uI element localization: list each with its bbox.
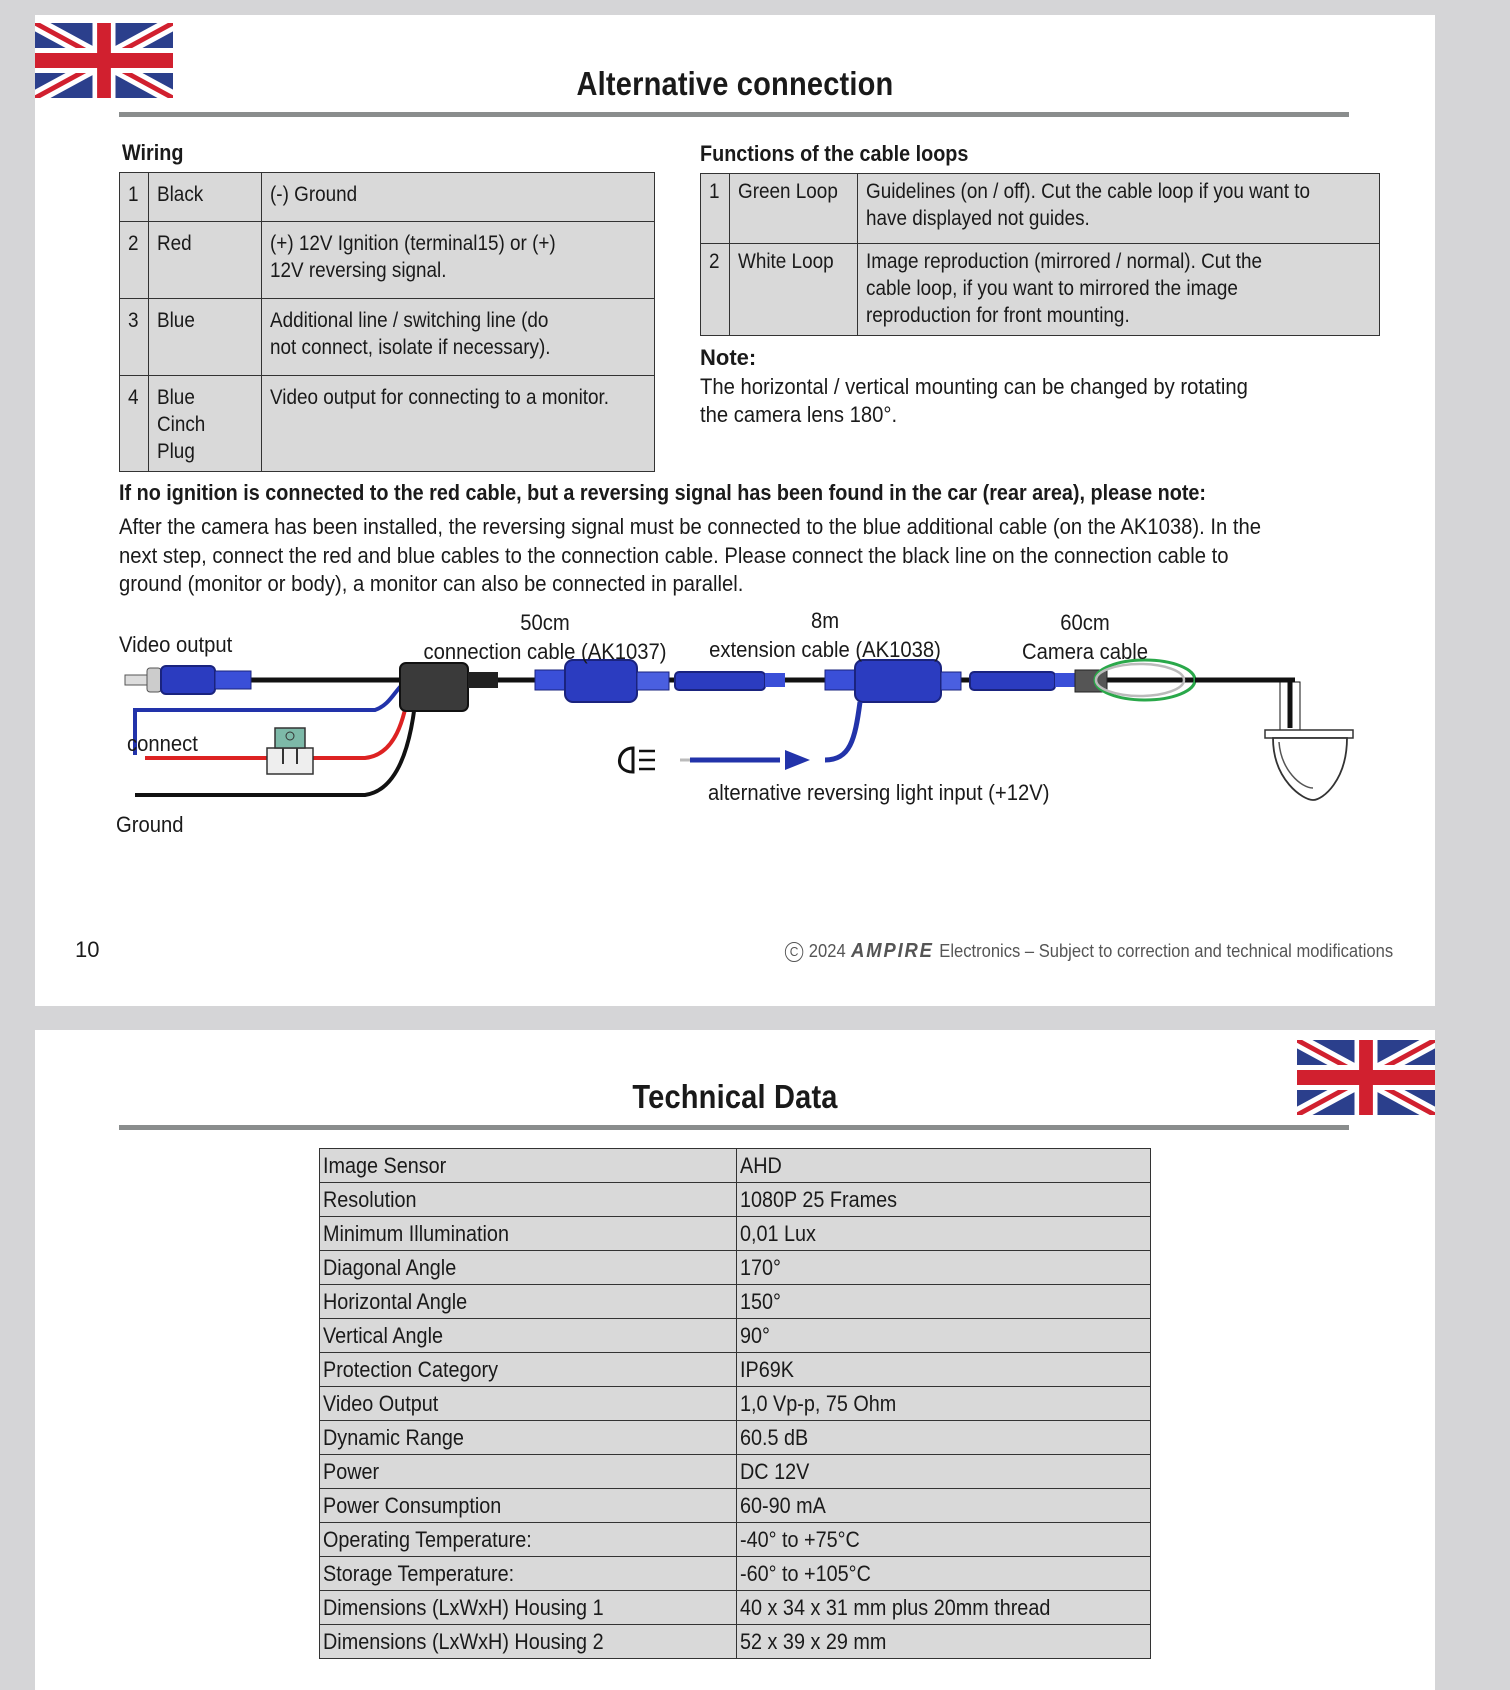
tech-data-table: [319, 1148, 1151, 1659]
spec-label-text: Dimensions (LxWxH) Housing 1: [323, 1595, 604, 1620]
spec-value: [737, 1591, 1151, 1625]
table-row: [120, 299, 655, 376]
spec-label: [320, 1387, 737, 1421]
spec-value-text: 52 x 39 x 29 mm: [740, 1629, 887, 1654]
spec-value: [737, 1319, 1151, 1353]
table-row: [320, 1149, 1151, 1183]
wire-number: 4: [128, 386, 139, 409]
rca-plug-icon: [125, 666, 251, 694]
table-row: [320, 1557, 1151, 1591]
conn-length-label: 50cm: [520, 610, 570, 635]
cam-length-label: 60cm: [1060, 610, 1110, 635]
table-row: [320, 1591, 1151, 1625]
spec-value: [737, 1217, 1151, 1251]
spec-label: [320, 1625, 737, 1659]
footer-year: 2024: [808, 941, 846, 961]
spec-value-text: 40 x 34 x 31 mm plus 20mm thread: [740, 1595, 1051, 1620]
spec-label: [320, 1455, 737, 1489]
spec-label-text: Dimensions (LxWxH) Housing 2: [323, 1629, 604, 1654]
connector-box: [400, 663, 468, 711]
manual-page-10: [35, 15, 1435, 1006]
spec-value: [737, 1421, 1151, 1455]
loop-description: Guidelines (on / off). Cut the cable loop if you want to have displayed not guides.: [865, 180, 1310, 230]
spec-value: [737, 1455, 1151, 1489]
spec-label-text: Minimum Illumination: [323, 1221, 509, 1246]
camera-icon: [1195, 680, 1353, 800]
spec-value-text: 170°: [740, 1255, 781, 1280]
spec-value-text: 60.5 dB: [740, 1425, 809, 1450]
video-output-label: Video output: [119, 632, 233, 657]
spec-label: [320, 1353, 737, 1387]
wire-number: 2: [128, 232, 139, 255]
spec-label: [320, 1591, 737, 1625]
table-row: [320, 1455, 1151, 1489]
wire-description: (-) Ground: [269, 183, 357, 206]
loops-table: [700, 173, 1380, 336]
page-title: Technical Data: [632, 1078, 838, 1115]
note-text: The horizontal / vertical mounting can be changed by rotating the camera lens 180°.: [700, 374, 1248, 427]
tech-data-body: [320, 1149, 1151, 1659]
spec-label: [320, 1523, 737, 1557]
spec-value-text: -40° to +75°C: [740, 1527, 860, 1552]
ak1037-plug-icon: [535, 660, 669, 702]
spec-label-text: Protection Category: [323, 1357, 498, 1382]
spec-label-text: Horizontal Angle: [323, 1289, 468, 1314]
brand-logo: AMPIRE: [851, 940, 934, 962]
table-row: [120, 222, 655, 299]
wiring-diagram: [35, 608, 1435, 910]
ak1038-plug-icon: [825, 660, 961, 702]
wire-color: Red: [156, 232, 192, 255]
reversing-light-icon: [619, 748, 655, 772]
spec-value-text: 90°: [740, 1323, 770, 1348]
wire-color: Blue Cinch Plug: [156, 386, 206, 463]
wire-color: Black: [156, 183, 203, 206]
table-row: [320, 1387, 1151, 1421]
spec-value-text: 60-90 mA: [740, 1493, 826, 1518]
table-row: [320, 1285, 1151, 1319]
spec-label-text: Power Consumption: [323, 1493, 502, 1518]
spec-value-text: 150°: [740, 1289, 781, 1314]
spec-label: [320, 1421, 737, 1455]
wire-description: (+) 12V Ignition (terminal15) or (+) 12V reversing signal.: [269, 232, 556, 282]
spec-value-text: 1080P 25 Frames: [740, 1187, 898, 1212]
spec-value: [737, 1285, 1151, 1319]
spec-label-text: Video Output: [323, 1391, 439, 1416]
camera-cable-socket-icon: [970, 670, 1107, 692]
footer-text: Electronics – Subject to correction and technical modifications: [939, 941, 1393, 961]
spec-label-text: Operating Temperature:: [323, 1527, 532, 1552]
spec-value: [737, 1251, 1151, 1285]
table-row: [320, 1319, 1151, 1353]
spec-value-text: AHD: [740, 1153, 782, 1178]
table-row: [120, 173, 655, 222]
page-title: Alternative connection: [576, 65, 894, 102]
title-divider: [119, 112, 1349, 117]
table-row: [320, 1489, 1151, 1523]
page-number: 10: [75, 937, 100, 962]
copyright-icon: C: [785, 942, 803, 962]
table-row: [320, 1523, 1151, 1557]
warning-text: After the camera has been installed, the reversing signal must be connected to the blue additional cable (on the AK1038). In the next step, connect the red and blue cables to the connection cable. Please connect the black line on the connection cable to ground (monitor or body), a monitor can also be connected in parallel.: [119, 514, 1262, 596]
spec-value-text: -60° to +105°C: [740, 1561, 871, 1586]
camera-cable-label: Camera cable: [1021, 639, 1148, 664]
wiring-table: [119, 172, 655, 472]
ext-length-label: 8m: [810, 608, 840, 633]
spec-label-text: Power: [323, 1459, 380, 1484]
spec-label: [320, 1489, 737, 1523]
spec-value: [737, 1625, 1151, 1659]
table-row: [120, 376, 655, 472]
spec-value: [737, 1149, 1151, 1183]
wire-number: 3: [128, 309, 139, 332]
wire-number: 1: [128, 183, 139, 206]
spec-label-text: Diagonal Angle: [323, 1255, 457, 1280]
loop-number: 1: [709, 180, 720, 203]
spec-label: [320, 1285, 737, 1319]
spec-value-text: 1,0 Vp-p, 75 Ohm: [740, 1391, 897, 1416]
note-heading: Note:: [700, 345, 757, 370]
table-row: [320, 1421, 1151, 1455]
loop-description: Image reproduction (mirrored / normal). Cut the cable loop, if you want to mirrored the image reproduction for front mounting.: [865, 250, 1262, 327]
wire-color: Blue: [156, 309, 195, 332]
ak1038-socket-icon: [675, 672, 785, 690]
connector-strain: [468, 672, 498, 688]
ground-label: Ground: [116, 812, 184, 837]
spec-label-text: Storage Temperature:: [323, 1561, 515, 1586]
spec-label-text: Resolution: [323, 1187, 417, 1212]
wiring-title: Wiring: [122, 140, 184, 165]
wire-description: Additional line / switching line (do not connect, isolate if necessary).: [269, 309, 551, 359]
wire-description: Video output for connecting to a monitor.: [269, 386, 609, 409]
spec-value-text: IP69K: [740, 1357, 794, 1382]
table-row: [320, 1251, 1151, 1285]
reverse-input-label: alternative reversing light input (+12V): [708, 780, 1050, 805]
spec-value: [737, 1523, 1151, 1557]
loops-title: Functions of the cable loops: [700, 141, 969, 166]
reverse-blue-wire: [825, 702, 860, 760]
warning-heading: If no ignition is connected to the red cable, but a reversing signal has been found in the car (rear area), please note:: [119, 480, 1207, 505]
connect-label: connect: [127, 731, 198, 756]
spec-label-text: Vertical Angle: [323, 1323, 443, 1348]
spec-value: [737, 1353, 1151, 1387]
table-row: [701, 244, 1380, 336]
spec-label-text: Dynamic Range: [323, 1425, 464, 1450]
fuse-icon: [267, 728, 313, 774]
spec-value: [737, 1387, 1151, 1421]
title-divider: [119, 1125, 1349, 1130]
footer: [785, 940, 1393, 963]
manual-page-technical-data: [35, 1030, 1435, 1690]
table-row: [320, 1353, 1151, 1387]
spec-label: [320, 1557, 737, 1591]
spec-label-text: Image Sensor: [323, 1153, 447, 1178]
loop-name: Green Loop: [737, 180, 838, 203]
spec-value-text: 0,01 Lux: [740, 1221, 816, 1246]
arrow-right-icon: [785, 750, 810, 770]
spec-label: [320, 1149, 737, 1183]
spec-value: [737, 1183, 1151, 1217]
spec-value: [737, 1489, 1151, 1523]
spec-value-text: DC 12V: [740, 1459, 810, 1484]
loop-number: 2: [709, 250, 720, 273]
table-row: [320, 1217, 1151, 1251]
conn-cable-label: connection cable (AK1037): [423, 639, 667, 664]
ext-cable-label: extension cable (AK1038): [709, 637, 941, 662]
table-row: [320, 1183, 1151, 1217]
spec-label: [320, 1183, 737, 1217]
wiring-diagram-graphic: [35, 630, 1435, 910]
spec-label: [320, 1217, 737, 1251]
spec-label: [320, 1319, 737, 1353]
spec-label: [320, 1251, 737, 1285]
spec-value: [737, 1557, 1151, 1591]
loop-name: White Loop: [737, 250, 834, 273]
table-row: [320, 1625, 1151, 1659]
table-row: [701, 174, 1380, 244]
